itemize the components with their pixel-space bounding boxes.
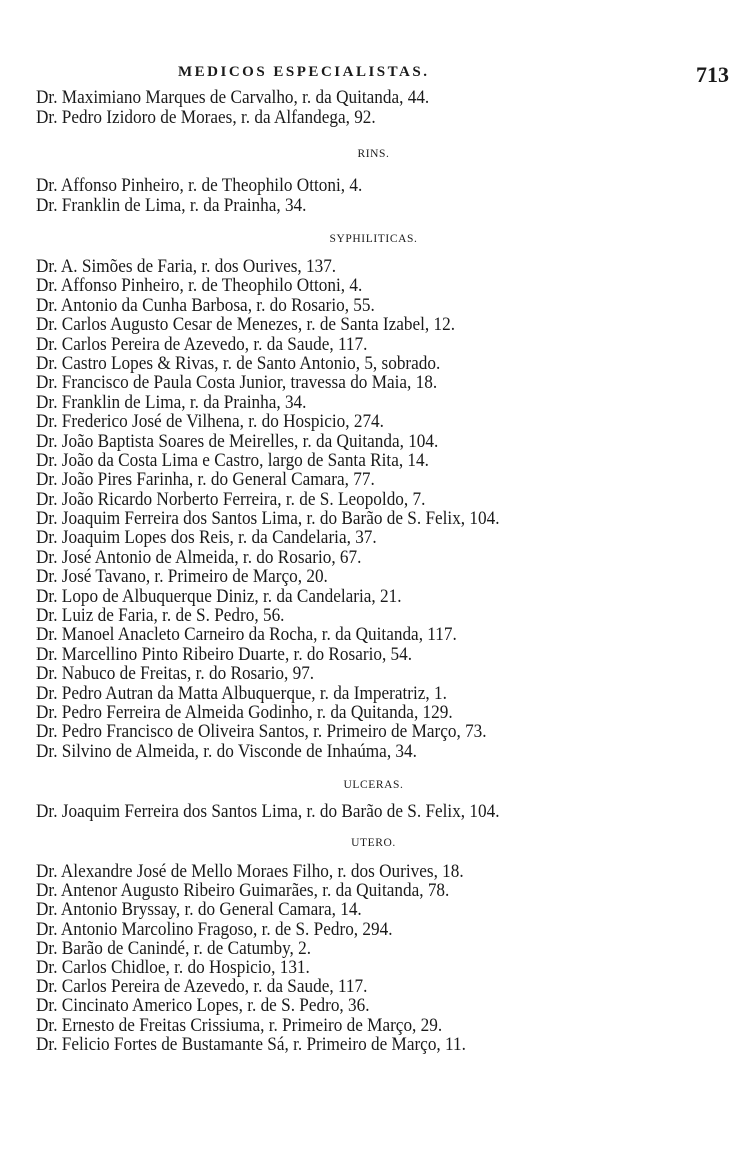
directory-entry: Dr. Cincinato Americo Lopes, r. de S. Pedro, 36. xyxy=(36,996,370,1017)
entries-utero xyxy=(36,863,498,1055)
directory-entry: Dr. Franklin de Lima, r. da Prainha, 34. xyxy=(36,196,307,217)
directory-entry: Dr. Carlos Pereira de Azevedo, r. da Saude, 117. xyxy=(36,334,368,355)
directory-entry: Dr. José Tavano, r. Primeiro de Março, 20. xyxy=(36,567,328,588)
directory-entry: Dr. Pedro Izidoro de Moraes, r. da Alfandega, 92. xyxy=(36,108,376,129)
directory-entry: Dr. Affonso Pinheiro, r. de Theophilo Ottoni, 4. xyxy=(36,276,363,297)
directory-entry: Dr. Antenor Augusto Ribeiro Guimarães, r. da Quitanda, 78. xyxy=(36,881,450,902)
directory-entry: Dr. A. Simões de Faria, r. dos Ourives, 137. xyxy=(36,257,337,277)
section-title-ulceras: ULCERAS. xyxy=(343,779,404,791)
directory-entry: Dr. João da Costa Lima e Castro, largo de Santa Rita, 14. xyxy=(36,450,429,471)
directory-entry: Dr. Joaquim Ferreira dos Santos Lima, r. do Barão de S. Felix, 104. xyxy=(36,802,500,822)
directory-entry: Dr. Nabuco de Freitas, r. do Rosario, 97. xyxy=(36,664,315,685)
directory-entry: Dr. Maximiano Marques de Carvalho, r. da Quitanda, 44. xyxy=(36,88,430,108)
directory-entry: Dr. Ernesto de Freitas Crissiuma, r. Primeiro de Março, 29. xyxy=(36,1015,443,1036)
entries-continued xyxy=(36,88,459,129)
directory-entry: Dr. Luiz de Faria, r. de S. Pedro, 56. xyxy=(36,606,285,627)
directory-entry: Dr. Antonio da Cunha Barbosa, r. do Rosario, 55. xyxy=(36,295,375,316)
directory-entry: Dr. Francisco de Paula Costa Junior, travessa do Maia, 18. xyxy=(36,373,438,394)
directory-entry: Dr. Affonso Pinheiro, r. de Theophilo Ottoni, 4. xyxy=(36,176,363,196)
entries-rins xyxy=(36,176,387,217)
directory-entry: Dr. Carlos Augusto Cesar de Menezes, r. de Santa Izabel, 12. xyxy=(36,315,456,336)
entries-syphiliticas xyxy=(36,258,534,762)
directory-entry: Dr. Carlos Pereira de Azevedo, r. da Saude, 117. xyxy=(36,977,368,998)
directory-entry: Dr. Carlos Chidloe, r. do Hospicio, 131. xyxy=(36,957,310,978)
directory-entry: Dr. Marcellino Pinto Ribeiro Duarte, r. do Rosario, 54. xyxy=(36,644,413,665)
directory-entry: Dr. José Antonio de Almeida, r. do Rosario, 67. xyxy=(36,547,362,568)
directory-entry: Dr. Felicio Fortes de Bustamante Sá, r. Primeiro de Março, 11. xyxy=(36,1034,466,1055)
directory-entry: Dr. Antonio Marcolino Fragoso, r. de S. Pedro, 294. xyxy=(36,919,393,940)
section-title-utero: UTERO. xyxy=(351,837,396,849)
directory-entry: Dr. Frederico José de Vilhena, r. do Hospicio, 274. xyxy=(36,412,384,433)
directory-entry: Dr. Pedro Ferreira de Almeida Godinho, r. da Quitanda, 129. xyxy=(36,702,453,723)
running-title: MEDICOS ESPECIALISTAS. xyxy=(178,64,430,80)
directory-entry: Dr. Pedro Autran da Matta Albuquerque, r. da Imperatriz, 1. xyxy=(36,683,447,704)
directory-entry: Dr. Joaquim Lopes dos Reis, r. da Candelaria, 37. xyxy=(36,528,377,549)
directory-entry: Dr. Antonio Bryssay, r. do General Camara, 14. xyxy=(36,900,362,921)
directory-entry: Dr. João Pires Farinha, r. do General Camara, 77. xyxy=(36,470,375,491)
directory-entry: Dr. Barão de Canindé, r. de Catumby, 2. xyxy=(36,938,312,959)
directory-entry: Dr. Pedro Francisco de Oliveira Santos, r. Primeiro de Março, 73. xyxy=(36,722,487,743)
section-title-rins: RINS. xyxy=(357,148,390,160)
directory-entry: Dr. João Ricardo Norberto Ferreira, r. de S. Leopoldo, 7. xyxy=(36,489,426,510)
entries-ulceras xyxy=(36,802,534,822)
directory-entry: Dr. Franklin de Lima, r. da Prainha, 34. xyxy=(36,392,307,413)
directory-entry: Dr. Alexandre José de Mello Moraes Filho, r. dos Ourives, 18. xyxy=(36,862,464,882)
directory-entry: Dr. Castro Lopes & Rivas, r. de Santo Antonio, 5, sobrado. xyxy=(36,353,441,374)
section-title-syphiliticas: SYPHILITICAS. xyxy=(329,233,418,245)
directory-entry: Dr. João Baptista Soares de Meirelles, r. da Quitanda, 104. xyxy=(36,431,439,452)
directory-entry: Dr. Silvino de Almeida, r. do Visconde de Inhaúma, 34. xyxy=(36,741,417,762)
directory-entry: Dr. Manoel Anacleto Carneiro da Rocha, r. da Quitanda, 117. xyxy=(36,625,457,646)
directory-entry: Dr. Joaquim Ferreira dos Santos Lima, r. do Barão de S. Felix, 104. xyxy=(36,509,500,530)
page-number: 713 xyxy=(696,62,729,87)
directory-entry: Dr. Lopo de Albuquerque Diniz, r. da Candelaria, 21. xyxy=(36,586,402,607)
